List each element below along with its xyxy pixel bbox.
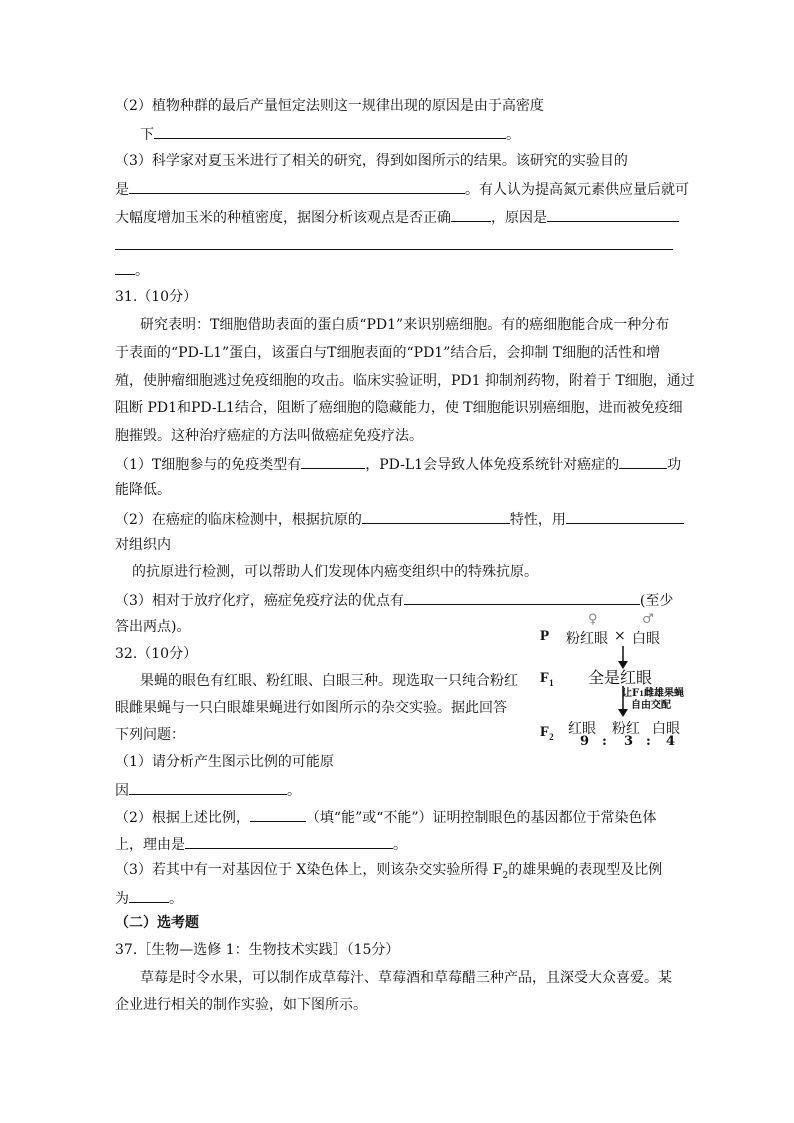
generation-label-f1: $F_1$ [540, 670, 554, 688]
f2-pink-eye: 粉红 [612, 721, 640, 737]
q31-q2-line3: 的抗原进行检测，可以帮助人们发现体内癌变组织中的特殊抗原。 [132, 564, 538, 580]
male-symbol: ♂ [642, 612, 654, 627]
q31-q3-line2: 答出两点)。 [115, 619, 191, 635]
ratio-colon: : [602, 734, 607, 749]
ratio-value: 4 [666, 734, 676, 749]
q32-para-line: 果蝇的眼色有红眼、粉红眼、白眼三种。现选取一只纯合粉红 [140, 673, 518, 689]
answer-blank[interactable] [566, 508, 684, 524]
q37-para-line: 草莓是时令水果，可以制作成草莓汁、草莓酒和草莓醋三种产品，且深受大众喜爱。某 [140, 970, 672, 986]
q31-header: 31.（10分） [115, 289, 198, 305]
f1-result: 全是红眼 [588, 668, 653, 687]
answer-blank[interactable] [619, 453, 667, 469]
q32-q2-line2: 上，理由是 。 [115, 833, 407, 855]
q31-para-line: 殖，使肿瘤细胞逃过免疫细胞的攻击。临床实验证明，PD1 抑制剂药物，附着于 T细胞，通过 [115, 373, 695, 389]
answer-blank[interactable] [129, 779, 287, 795]
q30-part2-line1: （2）植物种群的最后产量恒定法则这一规律出现的原因是由于高密度 [115, 98, 544, 114]
q32-q2-line1: （2）根据上述比例， （填“能”或“不能”）证明控制眼色的基因都位于常染色体 [115, 806, 657, 828]
parent-male-phenotype: 白眼 [632, 631, 660, 647]
q37-header: 37.［生物—选修 1：生物技术实践］（15分） [115, 942, 400, 958]
q31-q2-line1: （2）在癌症的临床检测中，根据抗原的 特性，用 [115, 508, 684, 530]
q31-q3-line1: （3）相对于放疗化疗，癌症免疫疗法的优点有 (至少 [115, 589, 673, 611]
answer-blank[interactable] [362, 508, 510, 524]
q32-q3-line2: 为 。 [115, 887, 183, 909]
q31-para-line: 阻断 PD1和PD-L1结合，阻断了癌细胞的隐藏能力，使 T细胞能识别癌细胞，进而被免疫细 [115, 400, 683, 416]
generation-label-f2: $F_2$ [540, 724, 554, 742]
q31-para-line: 研究表明：T细胞借助表面的蛋白质“PD1”来识别癌细胞。有的癌细胞能合成一种分布 [140, 317, 670, 333]
answer-blank[interactable] [301, 453, 365, 469]
q31-q2-line2: 对组织内 [115, 537, 171, 553]
q32-q1-line2: 因 。 [115, 779, 301, 801]
q37-para-line: 企业进行相关的制作实验，如下图所示。 [115, 997, 367, 1013]
f2-red-eye: 红眼 [568, 721, 596, 737]
q30-part3-line3: 大幅度增加玉米的种植密度，据图分析该观点是否正确 ，原因是 [115, 206, 679, 228]
q31-para-line: 胞摧毁。这种治疗癌症的方法叫做癌症免疫疗法。 [115, 428, 423, 444]
ratio-value: 9 [580, 734, 590, 749]
answer-blank-line[interactable] [115, 249, 673, 250]
answer-blank[interactable] [129, 887, 169, 903]
ratio-value: 3 [624, 734, 634, 749]
mating-note-line2: 自由交配 [631, 700, 671, 711]
answer-blank[interactable] [250, 806, 306, 822]
female-symbol: ♀ [588, 612, 598, 627]
q30-part3-line5: 。 [115, 259, 149, 281]
q30-part2-line2: 下 。 [140, 123, 520, 145]
cross-diagram [538, 612, 698, 752]
q32-q3-line1: （3）若其中有一对基因位于 X染色体上，则该杂交实验所得 $F_2$的雄果蝇的表现型及比例 [115, 862, 663, 881]
answer-blank[interactable] [451, 206, 491, 222]
mating-note: 让F1雌雄果蝇 [622, 688, 684, 699]
ratio-colon: : [646, 734, 651, 749]
q32-para-line: 眼雌果蝇与一只白眼雄果蝇进行如图所示的杂交实验。据此回答 [115, 700, 507, 716]
answer-blank[interactable] [129, 178, 465, 194]
answer-blank[interactable] [115, 259, 135, 275]
q30-part3-line2: 是 。有人认为提高氮元素供应量后就可 [115, 178, 689, 200]
q32-para-line: 下列问题： [115, 727, 185, 743]
answer-blank[interactable] [547, 206, 679, 222]
generation-label-p: P [540, 628, 550, 644]
q31-q1-line2: 能降低。 [115, 482, 171, 498]
q32-q1-line1: （1）请分析产生图示比例的可能原 [115, 754, 334, 770]
cross-symbol: × [614, 628, 626, 644]
q30-part3-line1: （3）科学家对夏玉米进行了相关的研究，得到如图所示的结果。该研究的实验目的 [115, 153, 628, 169]
answer-blank[interactable] [185, 833, 393, 849]
answer-blank[interactable] [404, 589, 640, 605]
answer-blank[interactable] [154, 123, 506, 139]
q32-header: 32.（10分） [115, 646, 198, 662]
q31-para-line: 于表面的“PD-L1”蛋白，该蛋白与T细胞表面的“PD1”结合后，会抑制 T细胞的活性和增 [115, 345, 661, 361]
f2-white-eye: 白眼 [652, 721, 680, 737]
section-title: （二）选考题 [115, 915, 199, 931]
parent-female-phenotype: 粉红眼 [566, 631, 608, 647]
q31-q1-line1: （1）T细胞参与的免疫类型有 ，PD-L1会导致人体免疫系统针对癌症的 功 [115, 453, 681, 475]
